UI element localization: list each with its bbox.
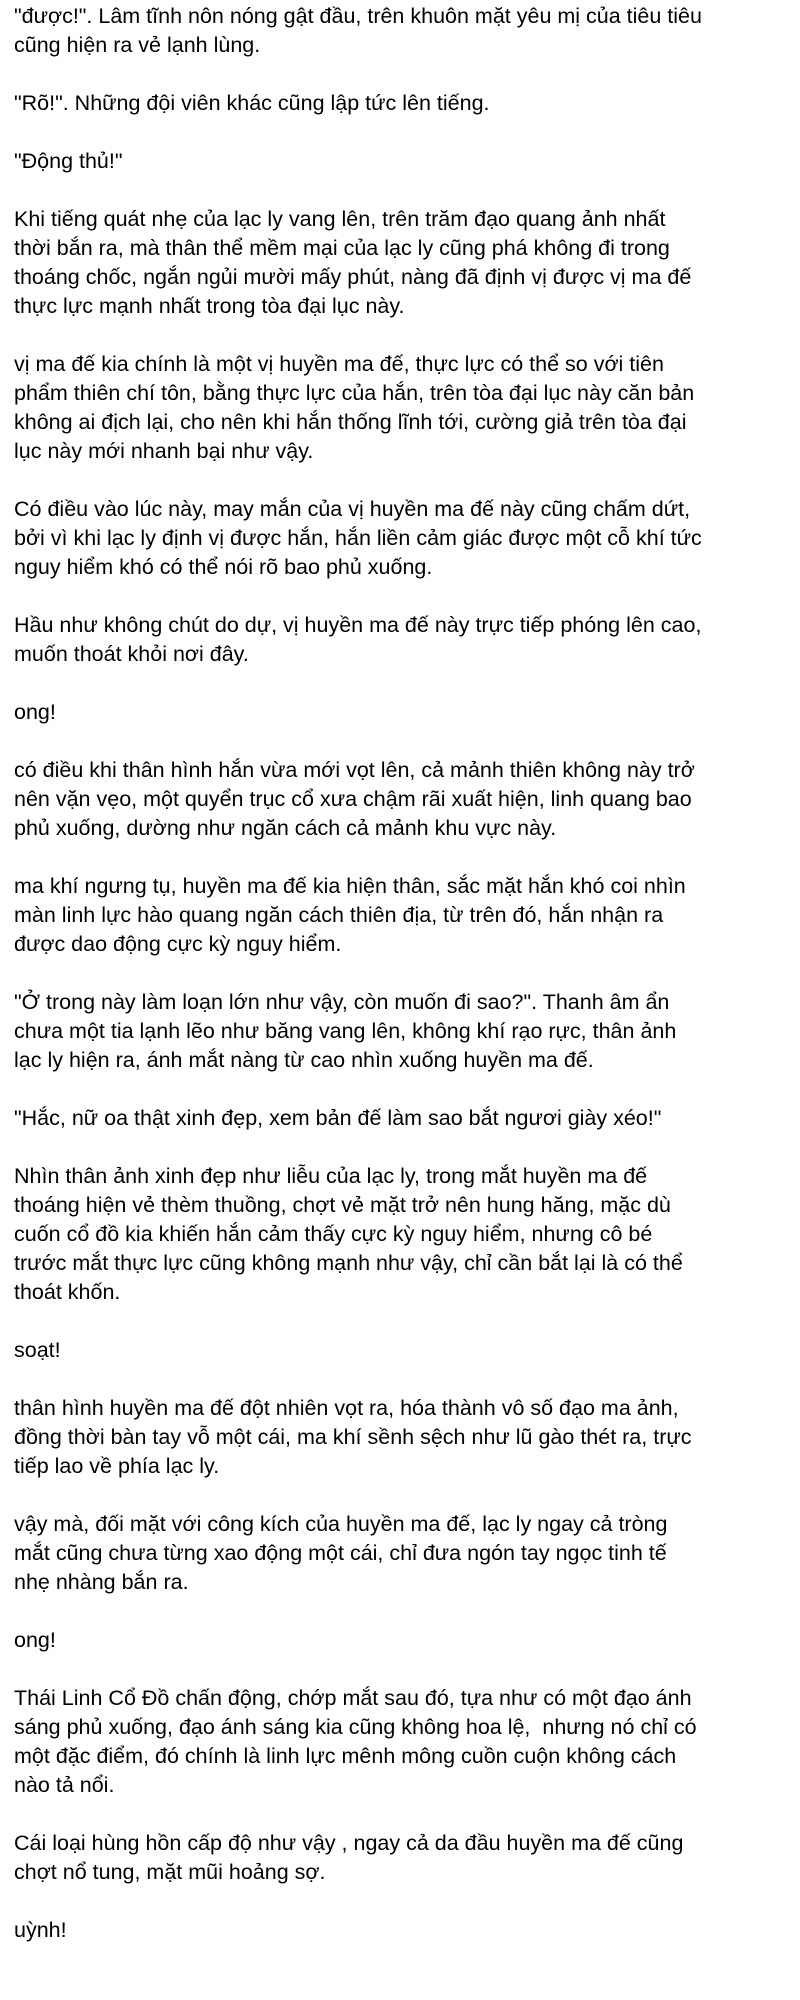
paragraph: vậy mà, đối mặt với công kích của huyền ma đế, lạc ly ngay cả tròng mắt cũng chưa từng xao động một cái, chỉ đưa ngón tay ngọc tinh tế nhẹ nhàng bắn ra. (14, 1512, 668, 1594)
paragraph: ong! (14, 1628, 56, 1652)
paragraph: "Rõ!". Những đội viên khác cũng lập tức lên tiếng. (14, 91, 490, 115)
paragraph: "Động thủ!" (14, 149, 123, 173)
paragraph: thân hình huyền ma đế đột nhiên vọt ra, hóa thành vô số đạo ma ảnh, đồng thời bàn tay vỗ một cái, ma khí sềnh sệch như lũ gào thét ra, trực tiếp lao về phía lạc ly. (14, 1396, 692, 1478)
paragraph: "Hắc, nữ oa thật xinh đẹp, xem bản đế làm sao bắt ngươi giày xéo!" (14, 1106, 662, 1130)
paragraph: Khi tiếng quát nhẹ của lạc ly vang lên, trên trăm đạo quang ảnh nhất thời bắn ra, mà thân thể mềm mại của lạc ly cũng phá không đi trong thoáng chốc, ngắn ngủi mười mấy phút, nàng đã định vị được vị ma đế thực lực mạnh nhất trong tòa đại lục này. (14, 207, 692, 318)
paragraph: Cái loại hùng hồn cấp độ như vậy , ngay cả da đầu huyền ma đế cũng chợt nổ tung, mặt mũi hoảng sợ. (14, 1831, 684, 1884)
paragraph: Thái Linh Cổ Đồ chấn động, chớp mắt sau đó, tựa như có một đạo ánh sáng phủ xuống, đạo ánh sáng kia cũng không hoa lệ, nhưng nó chỉ có một đặc điểm, đó chính là linh lực mênh mông cuồn cuộn không cách nào tả nổi. (14, 1686, 697, 1797)
paragraph: Có điều vào lúc này, may mắn của vị huyền ma đế này cũng chấm dứt, bởi vì khi lạc ly định vị được hắn, hắn liền cảm giác được một cỗ khí tức nguy hiểm khó có thể nói rõ bao phủ xuống. (14, 497, 702, 579)
paragraph: uỳnh! (14, 1918, 67, 1942)
paragraph: ma khí ngưng tụ, huyền ma đế kia hiện thân, sắc mặt hắn khó coi nhìn màn linh lực hào quang ngăn cách thiên địa, từ trên đó, hắn nhận ra được dao động cực kỳ nguy hiểm. (14, 874, 686, 956)
paragraph: Hầu như không chút do dự, vị huyền ma đế này trực tiếp phóng lên cao, muốn thoát khỏi nơi đây. (14, 613, 702, 666)
paragraph: Nhìn thân ảnh xinh đẹp như liễu của lạc ly, trong mắt huyền ma đế thoáng hiện vẻ thèm thuồng, chợt vẻ mặt trở nên hung hăng, mặc dù cuốn cổ đồ kia khiến hắn cảm thấy cực kỳ nguy hiểm, nhưng cô bé trước mắt thực lực cũng không mạnh như vậy, chỉ cần bắt lại là có thể thoát khốn. (14, 1164, 683, 1304)
paragraph: ong! (14, 700, 56, 724)
paragraph: "được!". Lâm tĩnh nôn nóng gật đầu, trên khuôn mặt yêu mị của tiêu tiêu cũng hiện ra vẻ lạnh lùng. (14, 4, 702, 57)
paragraph: có điều khi thân hình hắn vừa mới vọt lên, cả mảnh thiên không này trở nên vặn vẹo, một quyển trục cổ xưa chậm rãi xuất hiện, linh quang bao phủ xuống, dường như ngăn cách cả mảnh khu vực này. (14, 758, 695, 840)
paragraph: "Ở trong này làm loạn lớn như vậy, còn muốn đi sao?". Thanh âm ẩn chưa một tia lạnh lẽo như băng vang lên, không khí rạo rực, thân ảnh lạc ly hiện ra, ánh mắt nàng từ cao nhìn xuống huyền ma đế. (14, 990, 677, 1072)
paragraph: vị ma đế kia chính là một vị huyền ma đế, thực lực có thể so với tiên phẩm thiên chí tôn, bằng thực lực của hắn, trên tòa đại lục này căn bản không ai địch lại, cho nên khi hắn thống lĩnh tới, cường giả trên tòa đại lục này mới nhanh bại như vậy. (14, 352, 695, 463)
paragraph: soạt! (14, 1338, 61, 1362)
